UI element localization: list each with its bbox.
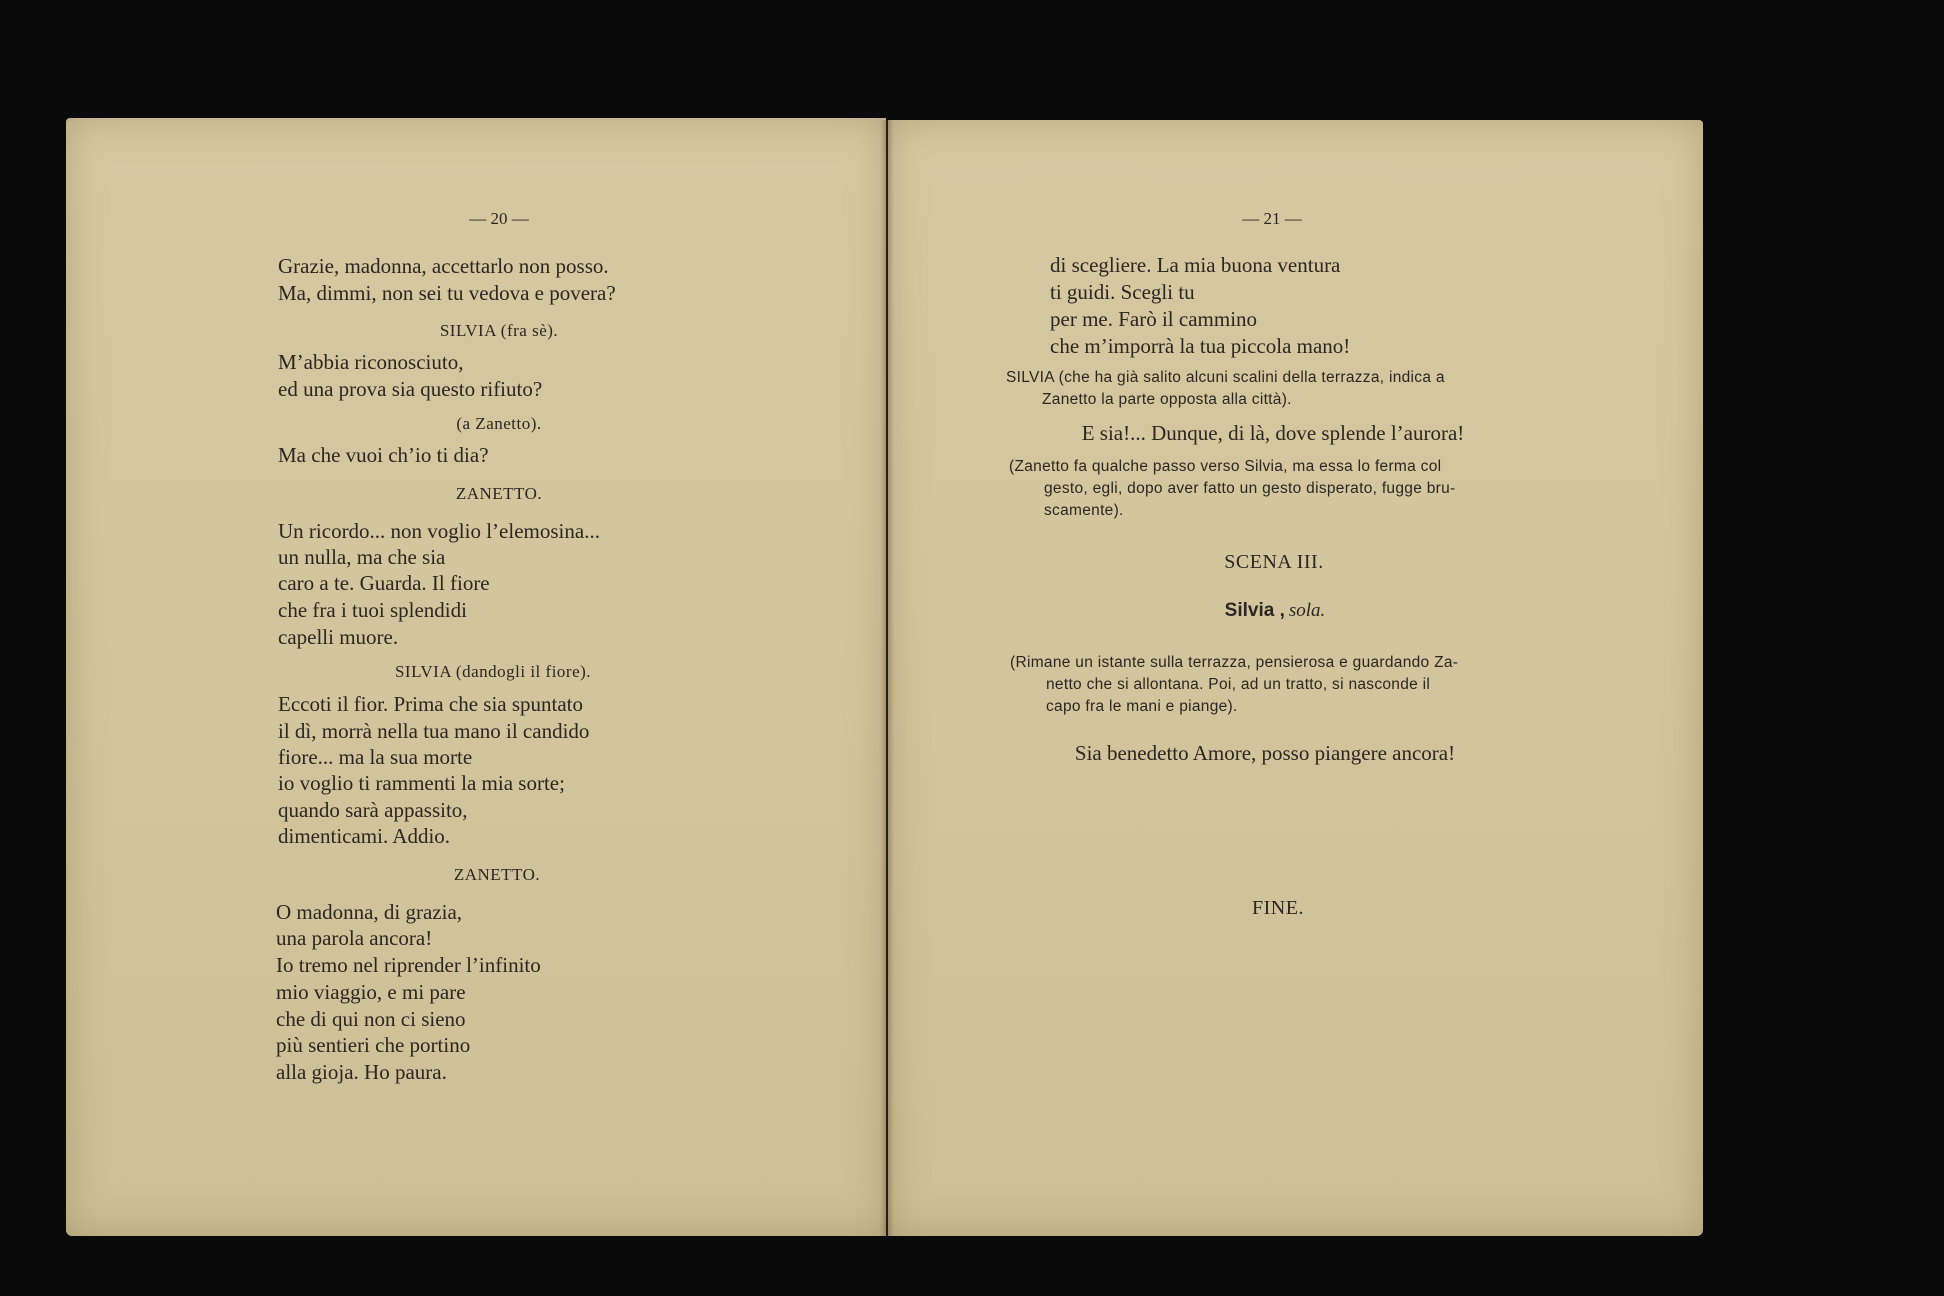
stage-direction: SILVIA (che ha già salito alcuni scalini della terrazza, indica a [1006,369,1445,386]
character-name: Silvia , [1224,600,1285,621]
stage-direction: netto che si allontana. Poi, ad un tratto, si nasconde il [1046,676,1431,693]
verse-line: Un ricordo... non voglio l’elemosina... [278,519,600,543]
verse-line: che m’imporrà la tua piccola mano! [1050,334,1351,358]
verse-line: un nulla, ma che sia [278,545,446,569]
stage-direction: gesto, egli, dopo aver fatto un gesto disperato, fugge bru- [1044,480,1456,497]
verse-line: quando sarà appassito, [278,798,468,822]
verse-line: Ma, dimmi, non sei tu vedova e povera? [278,281,616,305]
speaker-zanetto: ZANETTO. [453,865,541,884]
verse-line: di scegliere. La mia buona ventura [1050,253,1341,277]
verse-line: Sia benedetto Amore, posso piangere ancora! [1074,741,1456,765]
verse-line: una parola ancora! [276,926,433,950]
character-heading [1225,601,1326,620]
stage-direction: (Rimane un istante sulla terrazza, pensierosa e guardando Za- [1010,654,1459,671]
speaker-silvia: SILVIA (dandogli il fiore). [394,662,592,681]
end-marker: FINE. [1252,897,1304,919]
verse-line: fiore... ma la sua morte [278,745,473,769]
right-page-number: — 21 — [1242,209,1302,228]
verse-line: che di qui non ci sieno [276,1007,466,1031]
verse-line: E sia!... Dunque, di là, dove splende l’aurora! [1081,421,1465,445]
verse-line: alla gioja. Ho paura. [276,1060,447,1084]
verse-line: per me. Farò il cammino [1050,307,1258,331]
stage-direction: scamente). [1044,502,1124,519]
verse-line: M’abbia riconosciuto, [278,350,464,374]
stage-direction: Zanetto la parte opposta alla città). [1042,391,1292,408]
verse-line: Io tremo nel riprender l’infinito [276,953,541,977]
verse-line: Grazie, madonna, accettarlo non posso. [278,254,609,278]
verse-line: mio viaggio, e mi pare [276,980,466,1004]
verse-line: che fra i tuoi splendidi [278,598,467,622]
speaker-silvia: SILVIA (fra sè). [439,321,559,340]
speaker-zanetto: ZANETTO. [455,484,543,503]
verse-line: Eccoti il fior. Prima che sia spuntato [278,692,584,716]
verse-line: Ma che vuoi ch’io ti dia? [278,443,489,467]
stage-direction: (Zanetto fa qualche passo verso Silvia, ma essa lo ferma col [1009,458,1442,475]
verse-line: O madonna, di grazia, [276,900,463,924]
verse-line: più sentieri che portino [276,1033,471,1057]
verse-line: capelli muore. [278,625,399,649]
verse-line: ed una prova sia questo rifiuto? [278,377,543,401]
verse-line: ti guidi. Scegli tu [1050,280,1195,304]
left-page-number: — 20 — [469,209,529,228]
book-gutter [880,120,894,1236]
stage-aside: (a Zanetto). [456,414,542,433]
verse-line: dimenticami. Addio. [278,824,451,848]
verse-line: il dì, morrà nella tua mano il candido [278,719,590,743]
scene-title: SCENA III. [1224,551,1324,573]
stage-direction: capo fra le mani e piange). [1046,698,1238,715]
character-note: sola. [1288,600,1326,621]
verse-line: caro a te. Guarda. Il fiore [278,571,490,595]
verse-line: io voglio ti rammenti la mia sorte; [278,771,565,795]
